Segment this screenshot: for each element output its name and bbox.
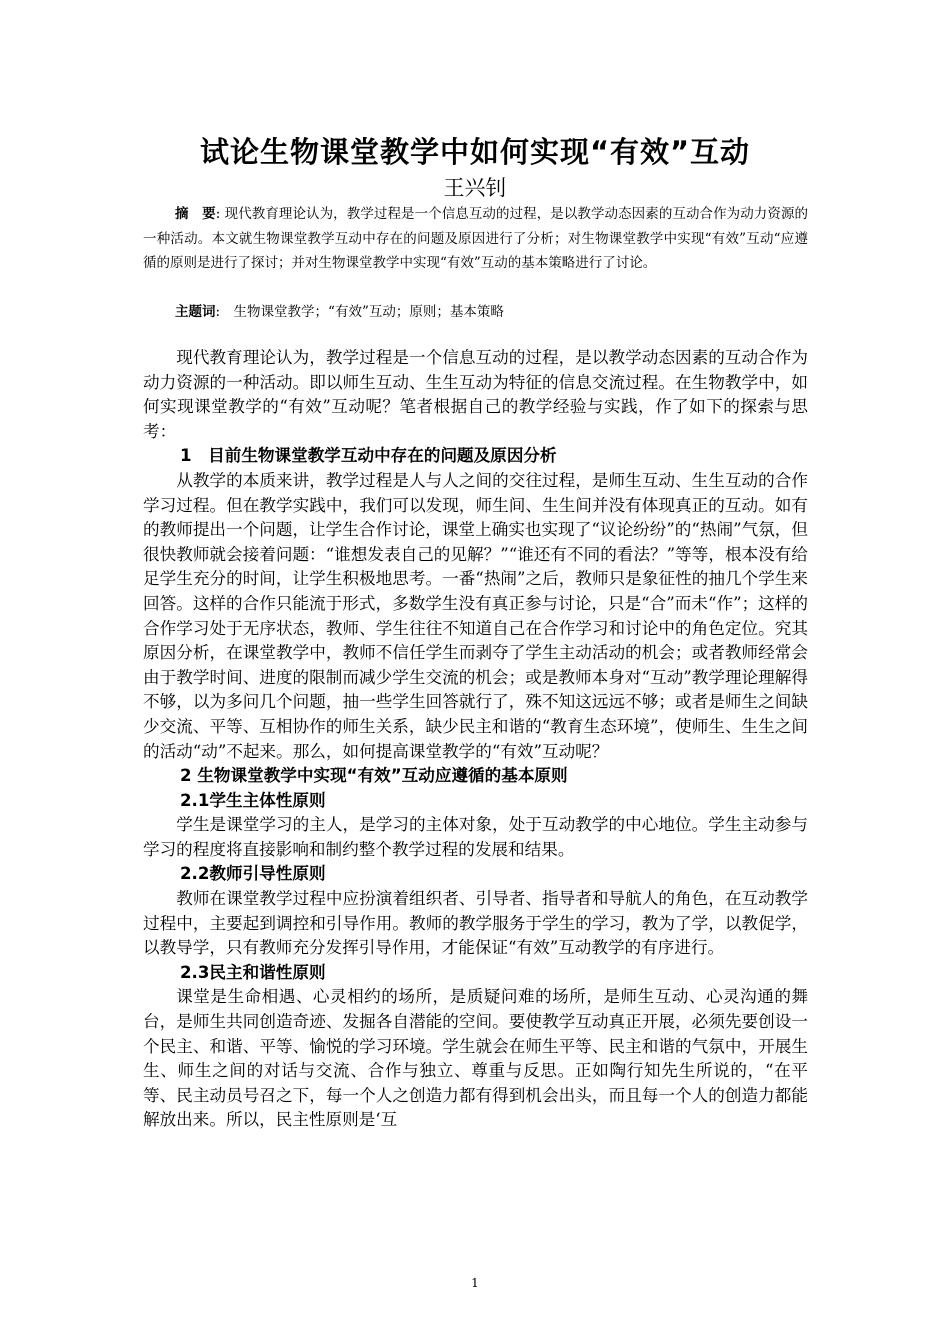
section-2-heading: 2 生物课堂教学中实现“有效”互动应遵循的基本原则 [180,766,568,786]
abstract-label: 摘 要 [175,206,216,222]
section-2-2-heading: 2.2教师引导性原则 [180,864,326,884]
abstract-text: : 现代教育理论认为，教学过程是一个信息互动的过程，是以教学动态因素的互动合作为动力资源的一种活动。本文就生物课堂教学互动中存在的问题及原因进行了分析；对生物课堂教学中实现“有效”互动“应遵循的原则是进行了探讨；并对生物课堂教学中实现“有效”互动的基本策略进行了讨论。 [143,206,809,271]
section-2-3-heading: 2.3民主和谐性原则 [180,962,326,982]
section-2-1-heading: 2.1学生主体性原则 [180,790,326,810]
intro-paragraph: 现代教育理论认为，教学过程是一个信息互动的过程，是以教学动态因素的互动合作为动力资源的一种活动。即以师生互动、生生互动为特征的信息交流过程。在生物教学中，如何实现课堂教学的“有效”互动呢？笔者根据自己的教学经验与实践，作了如下的探索与思考： [143,348,808,441]
section-2-2-paragraph: 教师在课堂教学过程中应扮演着组织者、引导者、指导者和导航人的角色，在互动教学过程中，主要起到调控和引导作用。教师的教学服务于学生的学习，教为了学，以教促学，以教导学，只有教师充分发挥引导作用，才能保证“有效”互动教学的有序进行。 [143,889,808,958]
author-name: 王兴钊 [443,176,507,200]
section-1-heading: 1 目前生物课堂教学互动中存在的问题及原因分析 [180,446,557,466]
section-1-paragraph: 从教学的本质来讲，教学过程是人与人之间的交往过程，是师生互动、生生互动的合作学习过程。但在教学实践中，我们可以发现，师生间、生生间并没有体现真正的互动。如有的教师提出一个问题，让学生合作讨论，课堂上确实也实现了“议论纷纷”的“热闹”气氛，但很快教师就会接着问题：“谁想发表自己的见解？”“谁还有不同的看法？”等等，根本没有给足学生充分的时间，让学生积极地思考。一番“热闹”之后，教师只是象征性的抽几个学生来回答。这样的合作只能流于形式，多数学生没有真正参与讨论，只是“合”而未“作”；这样的合作学习处于无序状态，教师、学生往往不知道自己在合作学习和讨论中的角色定位。究其原因分析，在课堂教学中，教师不信任学生而剥夺了学生主动活动的机会；或者教师经常会由于教学时间、进度的限制而减少学生交流的机会；或是教师本身对“互动”教学理论理解得不够，以为多问几个问题，抽一些学生回答就行了，殊不知这远远不够；或者是师生之间缺少交流、平等、互相协作的师生关系，缺少民主和谐的“教育生态环境”，使师生、生生之间的活动“动”不起来。那么，如何提高课堂教学的“有效”互动呢？ [143,470,808,761]
keywords [175,300,815,324]
page-number: 1 [471,1276,479,1290]
page-title: 试论生物课堂教学中如何实现“有效”互动 [199,135,751,169]
section-2-1-paragraph: 学生是课堂学习的主人，是学习的主体对象，处于互动教学的中心地位。学生主动参与学习的程度将直接影响和制约整个教学过程的发展和结果。 [143,815,808,859]
keywords-label: 主题词 [175,304,216,320]
abstract [143,202,808,276]
body-text [143,346,808,1133]
keywords-text: : 生物课堂教学；“有效”互动；原则；基本策略 [215,304,504,320]
section-2-3-paragraph: 课堂是生命相遇、心灵相约的场所，是质疑问难的场所，是师生互动、心灵沟通的舞台，是师生共同创造奇迹、发掘各自潜能的空间。要使教学互动真正开展，必须先要创设一个民主、和谐、平等、愉悦的学习环境。学生就会在师生平等、民主和谐的气氛中，开展生生、师生之间的对话与交流、合作与独立、尊重与反思。正如陶行知先生所说的，“在平等、民主动员号召之下，每一个人之创造力都有得到机会出头，而且每一个人的创造力都能解放出来。所以，民主性原则是‘互 [143,987,808,1130]
